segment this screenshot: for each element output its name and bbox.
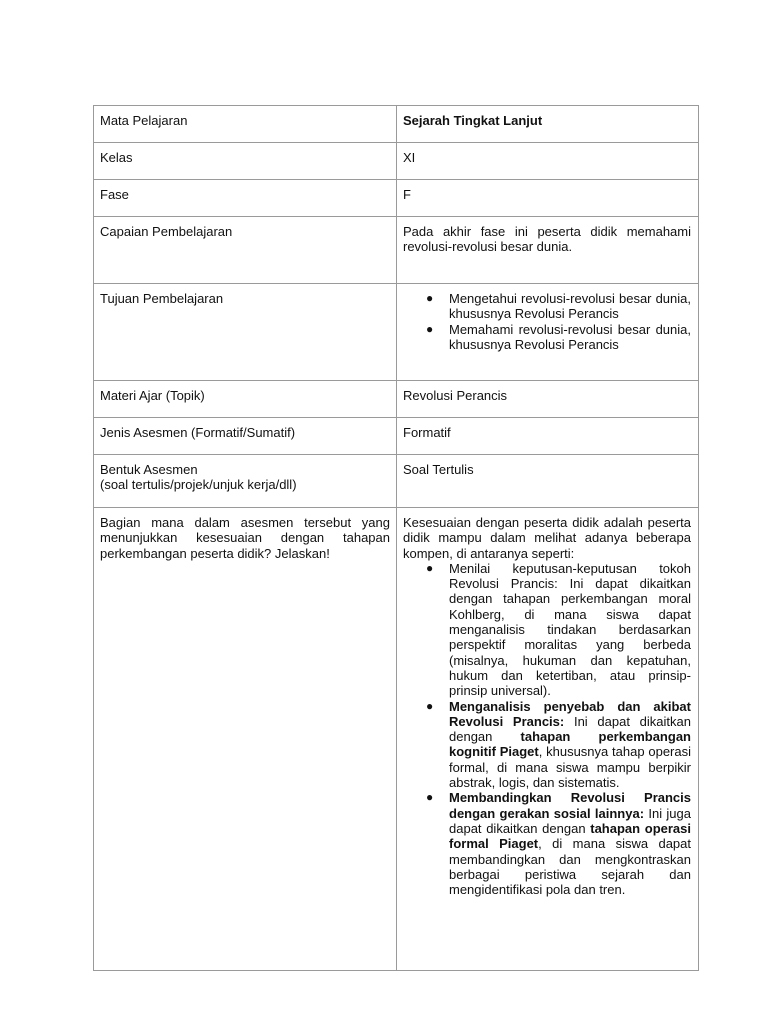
bullet-icon: ● [426, 321, 434, 336]
table-row [94, 180, 699, 217]
bullet-icon: ● [426, 790, 434, 805]
objectives-list [403, 291, 691, 352]
list-item: ● Menganalisis penyebab dan akibat Revolusi Prancis: Ini dapat dikaitkan dengan tahapan perkembangan kognitif Piaget, khususnya tahap operasi formal, di mana siswa mampu berpikir abstrak, logis, dan sistematis. [426, 698, 691, 791]
explanation-intro: Kesesuaian dengan peserta didik adalah peserta didik mampu dalam melihat adanya beberapa kompen, di antaranya seperti: [403, 515, 691, 561]
list-item: ● Mengetahui revolusi-revolusi besar dunia, khususnya Revolusi Perancis [426, 291, 691, 322]
table-row [94, 106, 699, 143]
table-row [94, 455, 699, 508]
row-label: Tujuan Pembelajaran [94, 284, 397, 381]
row-value: Revolusi Perancis [397, 381, 699, 418]
table-row [94, 284, 699, 381]
table-row [94, 508, 699, 971]
row-label: Jenis Asesmen (Formatif/Sumatif) [94, 418, 397, 455]
row-value [397, 284, 699, 381]
table-row [94, 143, 699, 180]
row-value: F [397, 180, 699, 217]
table-row [94, 418, 699, 455]
row-value [397, 508, 699, 971]
row-value: Soal Tertulis [397, 455, 699, 508]
table-row [94, 381, 699, 418]
row-value: XI [397, 143, 699, 180]
bullet-icon: ● [426, 698, 434, 713]
row-label: Kelas [94, 143, 397, 180]
lesson-assessment-table [93, 105, 699, 971]
row-label: Fase [94, 180, 397, 217]
bullet-icon: ● [426, 291, 434, 305]
row-label: Bentuk Asesmen (soal tertulis/projek/unjuk kerja/dll) [94, 455, 397, 508]
row-value: Sejarah Tingkat Lanjut [397, 106, 699, 143]
row-label: Capaian Pembelajaran [94, 217, 397, 284]
row-label: Bagian mana dalam asesmen tersebut yang menunjukkan kesesuaian dengan tahapan perkembangan peserta didik? Jelaskan! [94, 508, 397, 971]
row-label: Mata Pelajaran [94, 106, 397, 143]
table-row [94, 217, 699, 284]
list-item: ● Menilai keputusan-keputusan tokoh Revolusi Prancis: Ini dapat dikaitkan dengan tahapan perkembangan moral Kohlberg, di mana siswa dapat menganalisis tindakan berdasarkan perspektif moralitas yang berbeda (misalnya, hukuman dan kepatuhan, hukum dan ketertiban, atau prinsip-prinsip universal). [426, 560, 691, 699]
row-value: Pada akhir fase ini peserta didik memahami revolusi-revolusi besar dunia. [397, 217, 699, 284]
row-label: Materi Ajar (Topik) [94, 381, 397, 418]
bullet-icon: ● [426, 560, 434, 575]
list-item: ● Membandingkan Revolusi Prancis dengan gerakan sosial lainnya: Ini juga dapat dikaitkan dengan tahapan operasi formal Piaget, di mana siswa dapat membandingkan dan mengkontraskan berbagai peristiwa sejarah dan mengidentifikasi pola dan tren. [426, 790, 691, 898]
explanation-list [403, 561, 691, 898]
row-value: Formatif [397, 418, 699, 455]
list-item: ● Memahami revolusi-revolusi besar dunia, khususnya Revolusi Perancis [426, 321, 691, 352]
